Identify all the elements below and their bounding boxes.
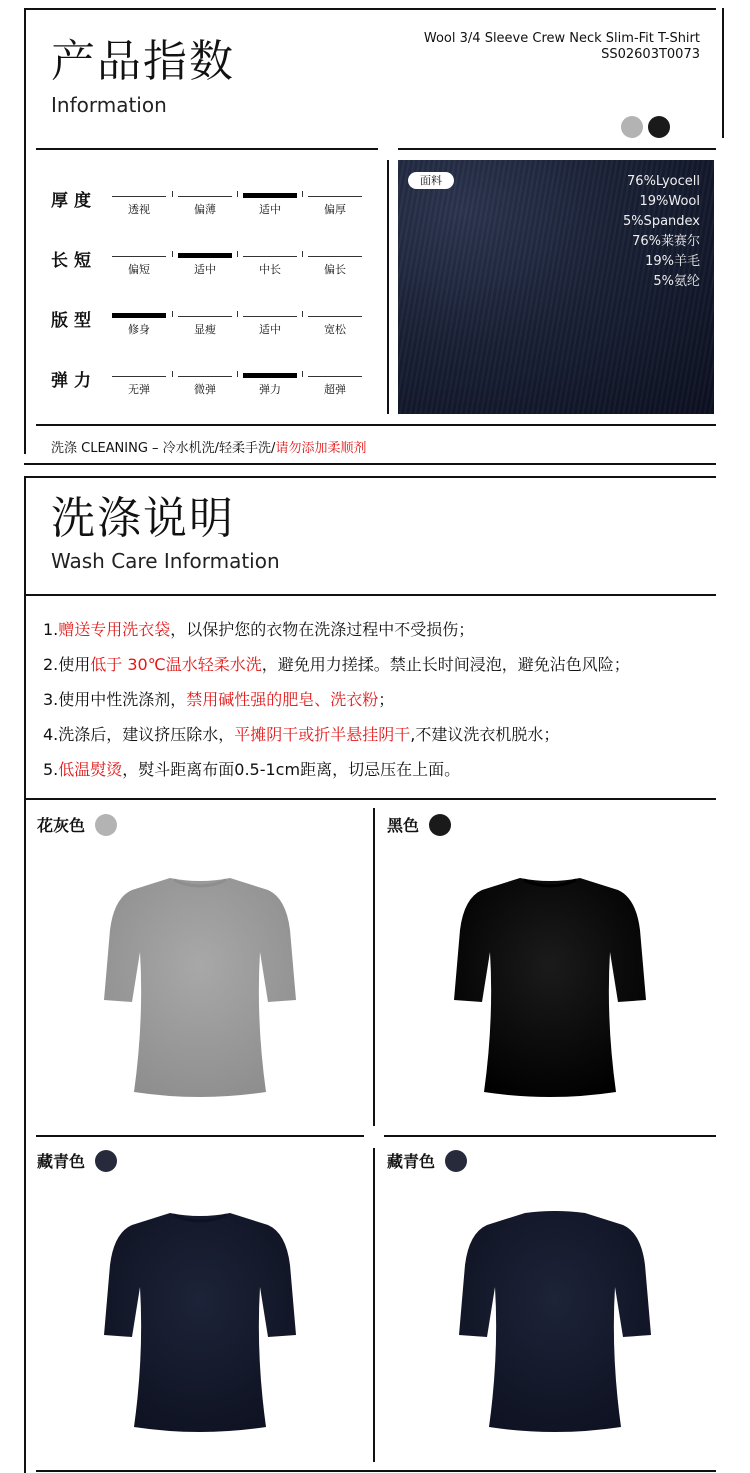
color-swatches	[621, 116, 670, 138]
wash-title-cn: 洗涤说明	[51, 493, 235, 544]
section1-top-border	[26, 8, 716, 10]
swatch-black	[648, 116, 670, 138]
param-label: 长短	[51, 251, 97, 271]
scale-tick	[302, 371, 303, 377]
scale-option-label: 适中	[194, 263, 216, 276]
scale-option-label: 透视	[128, 203, 150, 216]
color-name: 花灰色	[37, 816, 86, 835]
colors-bottom-border	[36, 1470, 716, 1472]
shirt-image	[450, 870, 650, 1105]
instruction-highlight: 赠送专用洗衣袋	[58, 620, 171, 639]
cleaning-top-divider	[36, 424, 716, 426]
instruction-text: ；	[378, 690, 395, 709]
wash-instruction	[43, 687, 394, 710]
scale-option-label: 适中	[259, 203, 281, 216]
scale-bar-selected	[178, 253, 232, 258]
scale-option-label: 偏长	[324, 263, 346, 276]
scale-bar	[112, 196, 166, 197]
section1-right-border	[722, 8, 724, 138]
instruction-highlight: 低温熨烫	[58, 760, 123, 779]
cleaning-text: 洗涤 CLEANING – 冷水机洗/轻柔手洗/	[51, 441, 276, 456]
swatch-gray	[621, 116, 643, 138]
color-name: 藏青色	[37, 1152, 86, 1171]
shirt-image	[100, 870, 300, 1105]
scale-option-label: 弹力	[259, 383, 281, 396]
fabric-badge: 面料	[408, 172, 454, 189]
scale-bar	[178, 196, 232, 197]
scale-bar	[308, 196, 362, 197]
scale-bar	[112, 256, 166, 257]
info-divider-left	[36, 148, 378, 150]
colors-row-divider-left	[36, 1135, 364, 1137]
scale-tick	[172, 311, 173, 317]
product-name-block	[424, 31, 700, 63]
colors-top-border	[24, 798, 716, 800]
color-variant-label	[37, 1149, 117, 1172]
instruction-text: ，以保护您的衣物在洗涤过程中不受损伤；	[170, 620, 475, 639]
scale-tick	[302, 251, 303, 257]
fabric-texture-image	[398, 160, 714, 414]
cleaning-note	[51, 437, 366, 456]
scale-option-label: 适中	[259, 323, 281, 336]
scale-option-label: 宽松	[324, 323, 346, 336]
section2-top-border	[26, 476, 716, 478]
instruction-highlight: 平摊阴干或折半悬挂阴干	[234, 725, 411, 744]
scale-bar-selected	[243, 193, 297, 198]
composition-line: 5%Spandex	[622, 214, 700, 229]
scale-bar	[308, 256, 362, 257]
color-name: 藏青色	[387, 1152, 436, 1171]
wash-header-divider	[26, 594, 716, 596]
scale-option-label: 偏厚	[324, 203, 346, 216]
info-divider-right	[398, 148, 716, 150]
wash-instruction	[43, 652, 630, 675]
scale-option-label: 超弹	[324, 383, 346, 396]
scale-bar	[178, 316, 232, 317]
instruction-text: ，熨斗距离布面0.5-1cm距离，切忌压在上面。	[122, 760, 461, 779]
instruction-text: 4.洗涤后，建议挤压除水，	[43, 725, 235, 744]
scale-bar-selected	[112, 313, 166, 318]
param-label: 弹力	[51, 371, 97, 391]
scale-tick	[237, 191, 238, 197]
scale-option-label: 无弹	[128, 383, 150, 396]
param-label: 版型	[51, 311, 97, 331]
wash-instruction	[43, 757, 460, 780]
scale-bar	[243, 256, 297, 257]
instruction-text: 1.	[43, 620, 59, 639]
composition-line: 19%羊毛	[645, 254, 700, 269]
param-label: 厚度	[51, 191, 97, 211]
fabric-composition	[623, 172, 700, 292]
cleaning-warning: 请勿添加柔顺剂	[275, 441, 367, 456]
scale-tick	[302, 191, 303, 197]
colors-mid-divider-bottom	[373, 1148, 375, 1462]
instruction-text: ,不建议洗衣机脱水；	[410, 725, 560, 744]
scale-bar	[112, 376, 166, 377]
section1-left-border	[24, 8, 26, 454]
scale-option-label: 偏短	[128, 263, 150, 276]
color-name: 黑色	[387, 816, 420, 835]
scale-tick	[237, 311, 238, 317]
instruction-highlight: 禁用碱性强的肥皂、洗衣粉	[186, 690, 379, 709]
scale-option-label: 修身	[128, 323, 150, 336]
wash-title-en: Wash Care Information	[51, 549, 280, 573]
instruction-text: 3.使用中性洗涤剂，	[43, 690, 187, 709]
composition-line: 76%Lyocell	[627, 174, 700, 189]
scale-bar	[308, 316, 362, 317]
instruction-text: ，避免用力搓揉。禁止长时间浸泡，避免沾色风险；	[261, 655, 630, 674]
scale-bar	[178, 376, 232, 377]
scale-bar	[243, 316, 297, 317]
composition-line: 76%莱赛尔	[632, 234, 700, 249]
instruction-highlight: 低于 30℃温水轻柔水洗	[90, 655, 262, 674]
scale-option-label: 显瘦	[194, 323, 216, 336]
instruction-text: 5.	[43, 760, 59, 779]
scale-option-label: 微弹	[194, 383, 216, 396]
wash-instruction	[43, 722, 559, 745]
params-vertical-divider	[387, 160, 389, 414]
info-title-cn: 产品指数	[51, 36, 235, 87]
composition-line: 5%氨纶	[653, 274, 700, 289]
scale-bar	[308, 376, 362, 377]
product-name: Wool 3/4 Sleeve Crew Neck Slim-Fit T-Shirt	[423, 31, 700, 46]
shirt-image	[455, 1205, 655, 1440]
color-variant-label	[37, 813, 117, 836]
info-title-en: Information	[51, 93, 167, 117]
shirt-image	[100, 1205, 300, 1440]
wash-instruction	[43, 617, 474, 640]
instruction-text: 2.使用	[43, 655, 91, 674]
composition-line: 19%Wool	[639, 194, 700, 209]
color-swatch	[429, 814, 451, 836]
scale-tick	[237, 371, 238, 377]
scale-tick	[302, 311, 303, 317]
color-variant-label	[387, 1149, 467, 1172]
scale-tick	[172, 371, 173, 377]
section1-bottom-border	[24, 463, 716, 465]
section2-left-border	[24, 476, 26, 798]
colors-mid-divider-top	[373, 808, 375, 1126]
colors-row-divider-right	[384, 1135, 716, 1137]
product-code: SS02603T0073	[601, 47, 700, 62]
scale-tick	[237, 251, 238, 257]
color-variant-label	[387, 813, 451, 836]
scale-tick	[172, 191, 173, 197]
scale-option-label: 中长	[259, 263, 281, 276]
color-swatch	[95, 814, 117, 836]
colors-left-border	[24, 798, 26, 1473]
scale-bar-selected	[243, 373, 297, 378]
scale-option-label: 偏薄	[194, 203, 216, 216]
color-swatch	[95, 1150, 117, 1172]
color-swatch	[445, 1150, 467, 1172]
scale-tick	[172, 251, 173, 257]
